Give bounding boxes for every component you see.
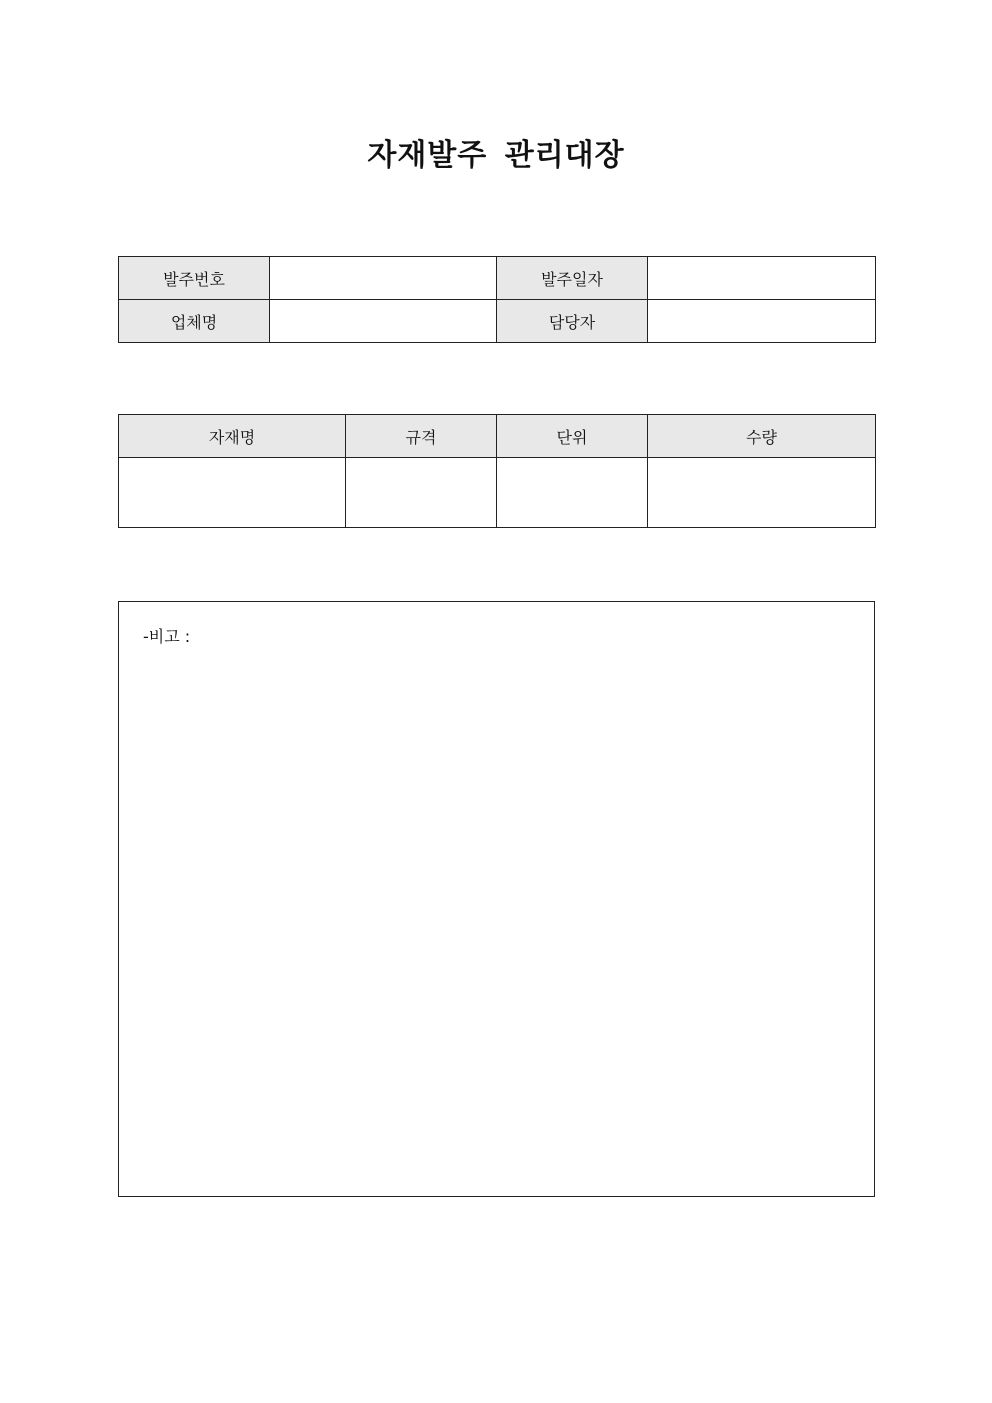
material-table [118, 414, 876, 528]
remarks-label: -비고 : [143, 627, 191, 646]
order-number-field[interactable] [270, 257, 497, 300]
column-header-quantity: 수량 [648, 415, 876, 458]
order-number-label: 발주번호 [119, 257, 270, 300]
column-header-spec: 규격 [346, 415, 497, 458]
order-info-table [118, 256, 876, 343]
table-row [119, 458, 876, 528]
page-title: 자재발주 관리대장 [367, 138, 625, 173]
order-date-label: 발주일자 [497, 257, 648, 300]
material-name-cell[interactable] [119, 458, 346, 528]
order-date-field[interactable] [648, 257, 876, 300]
quantity-cell[interactable] [648, 458, 876, 528]
order-info-row [119, 257, 876, 300]
manager-field[interactable] [648, 300, 876, 343]
order-info-row [119, 300, 876, 343]
column-header-unit: 단위 [497, 415, 648, 458]
column-header-material-name: 자재명 [119, 415, 346, 458]
vendor-label: 업체명 [119, 300, 270, 343]
spec-cell[interactable] [346, 458, 497, 528]
manager-label: 담당자 [497, 300, 648, 343]
material-header-row [119, 415, 876, 458]
remarks-box[interactable] [118, 601, 875, 1197]
unit-cell[interactable] [497, 458, 648, 528]
vendor-field[interactable] [270, 300, 497, 343]
